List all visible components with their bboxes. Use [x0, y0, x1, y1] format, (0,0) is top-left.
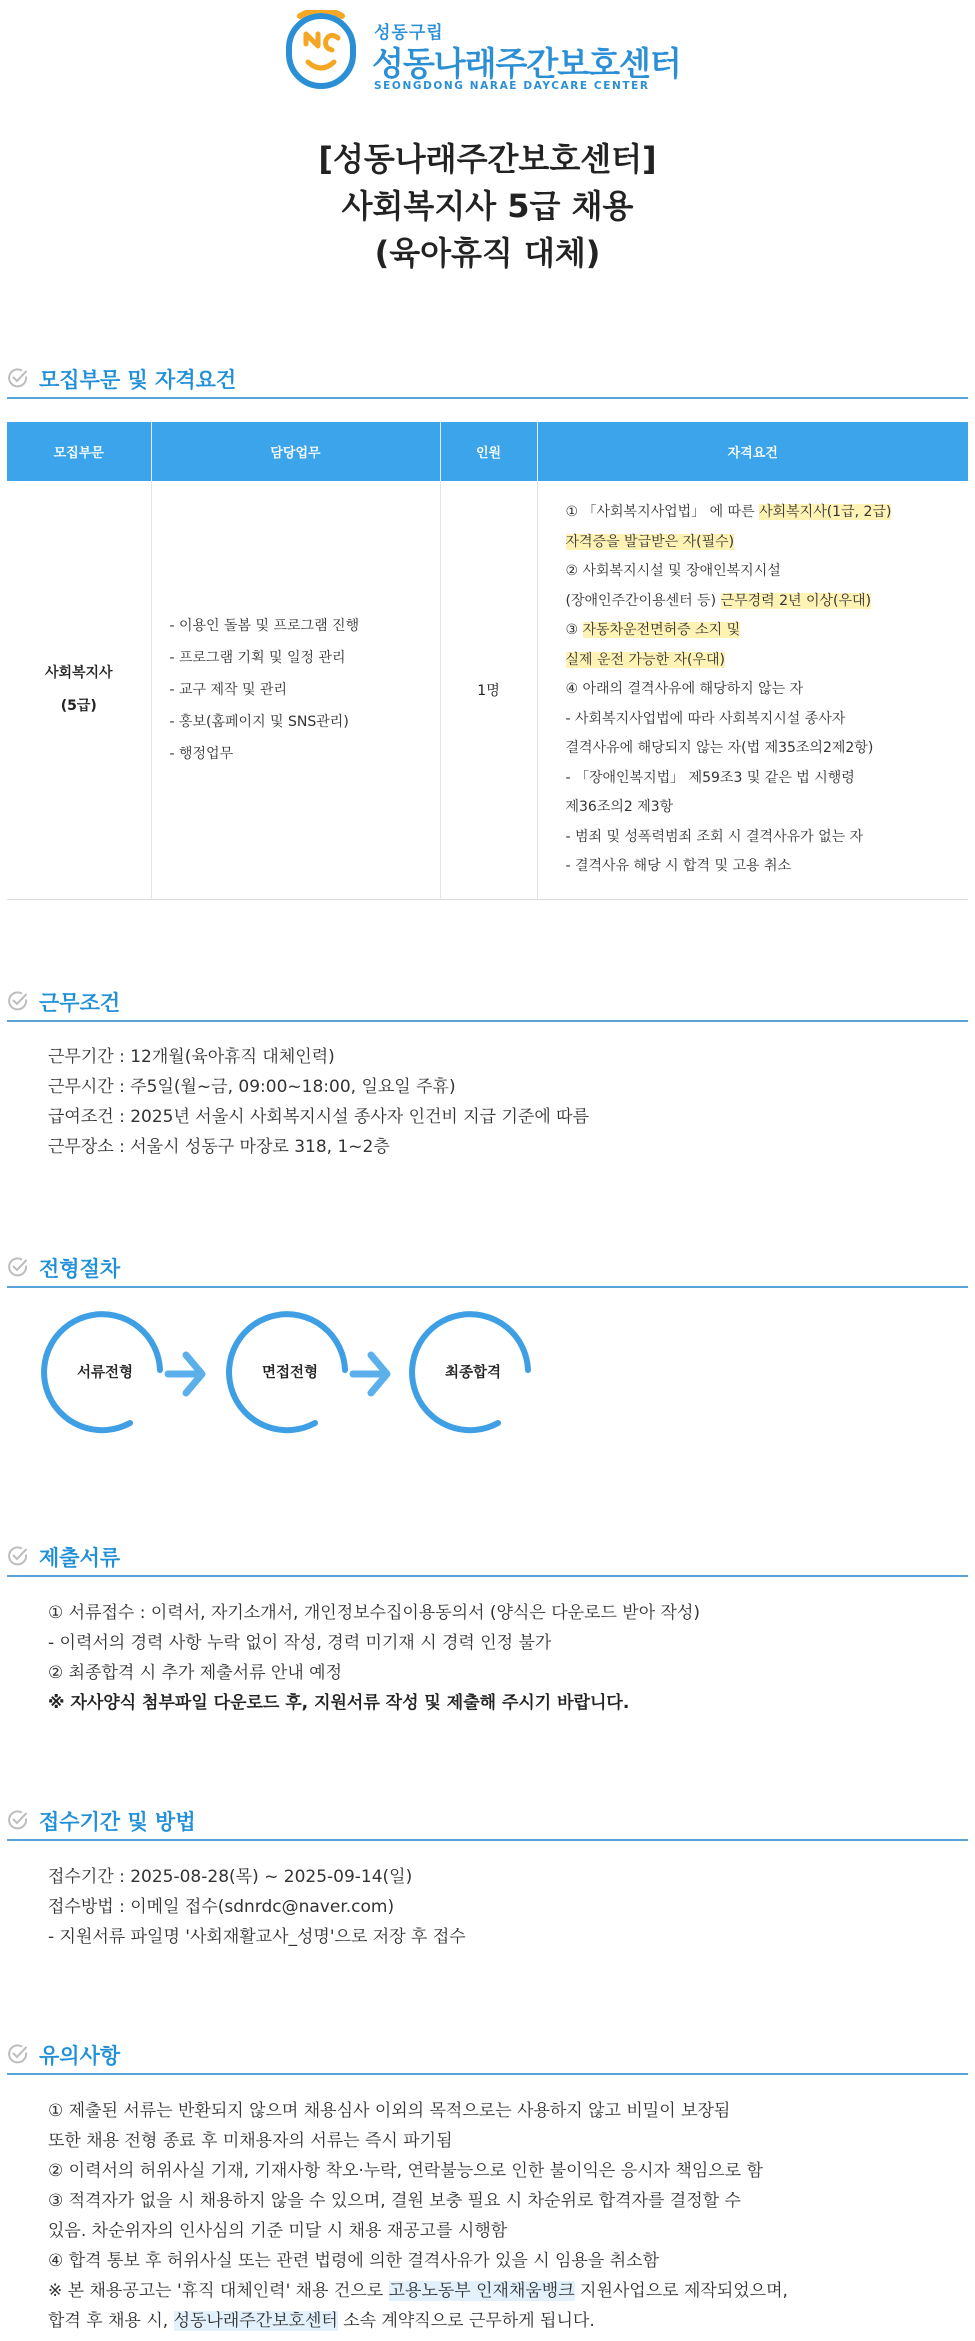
duty-item: - 프로그램 기획 및 일정 관리	[169, 650, 346, 666]
section-title: 모집부문 및 자격요건	[39, 368, 237, 392]
highlight-text: 실제 운전 가능한 자(우대)	[565, 651, 726, 668]
check-circle-icon	[7, 1256, 29, 1278]
requirement-line	[566, 646, 969, 676]
process-step	[40, 1308, 170, 1438]
document-line: - 이력서의 경력 사항 누락 없이 작성, 경력 미기재 시 경력 인정 불가	[48, 1633, 552, 1653]
section-title: 접수기간 및 방법	[39, 1810, 196, 1834]
note-line: 합격 후 채용 시, 성동나래주간보호센터 소속 계약직으로 근무하게 됩니다.	[48, 2311, 595, 2331]
requirement-line	[566, 528, 969, 558]
requirement-line: ④ 아래의 결격사유에 해당하지 않는 자	[565, 681, 804, 698]
section-header-conditions	[7, 978, 968, 1022]
requirement-line: ① 「사회복지사업법」 에 따른 사회복지사(1급, 2급)	[565, 504, 892, 521]
highlight-text: 근무경력 2년 이상(우대)	[720, 592, 872, 609]
requirement-line: - 결격사유 해당 시 합격 및 고용 취소	[565, 858, 792, 875]
requirement-line: (장애인주간이용센터 등) 근무경력 2년 이상(우대)	[565, 592, 872, 609]
section-header-period	[7, 1797, 968, 1841]
note-line: 있음. 차순위자의 인사심의 기준 미달 시 채용 재공고를 시행함	[48, 2221, 508, 2241]
section-header-notes	[7, 2031, 968, 2075]
period-line: 접수방법 : 이메일 접수(sdnrdc@naver.com)	[48, 1897, 395, 1917]
requirement-line: 제36조의2 제3항	[565, 799, 674, 816]
section-header-documents	[7, 1533, 968, 1577]
section-title: 전형절차	[39, 1257, 121, 1281]
process-step-label: 최종합격	[444, 1365, 502, 1381]
headcount-cell: 1명	[440, 481, 537, 900]
requirement-line: ③ 자동차운전면허증 소지 및	[565, 622, 741, 639]
check-circle-icon	[7, 1809, 29, 1831]
highlight-text: 사회복지사(1급, 2급)	[759, 504, 892, 521]
condition-line: 근무시간 : 주5일(월~금, 09:00~18:00, 일요일 주휴)	[48, 1077, 456, 1097]
process-step	[225, 1308, 355, 1438]
arrow-right-icon	[160, 1345, 210, 1403]
highlight-text: 고용노동부 인재채움뱅크	[388, 2281, 575, 2301]
highlight-text: 성동나래주간보호센터	[173, 2311, 338, 2331]
note-line: ④ 합격 통보 후 허위사실 또는 관련 법령에 의한 결격사유가 있을 시 임용을 취소함	[48, 2251, 659, 2271]
note-line: ② 이력서의 허위사실 기재, 기재사항 착오·누락, 연락불능으로 인한 불이익은 응시자 책임으로 함	[48, 2161, 763, 2181]
logo-center-name: 성동나래주간보호센터	[372, 44, 681, 83]
check-circle-icon	[7, 367, 29, 389]
section-title: 근무조건	[39, 991, 121, 1015]
note-line: 또한 채용 전형 종료 후 미채용자의 서류는 즉시 파기됨	[48, 2131, 453, 2151]
condition-line: 근무기간 : 12개월(육아휴직 대체인력)	[48, 1047, 335, 1067]
position-name: 사회복지사	[44, 665, 113, 681]
page-title	[0, 136, 975, 277]
document-line: ① 서류접수 : 이력서, 자기소개서, 개인정보수집이용동의서 (양식은 다운로드 받아 작성)	[48, 1603, 701, 1623]
period-block	[48, 1862, 466, 1952]
duty-item: - 홍보(홈페이지 및 SNS관리)	[169, 714, 349, 730]
highlight-text: 자동차운전면허증 소지 및	[582, 622, 741, 639]
section-header-process	[7, 1244, 968, 1288]
duty-item: - 이용인 돌봄 및 프로그램 진행	[169, 618, 360, 634]
recruit-table	[7, 422, 968, 900]
note-line: ① 제출된 서류는 반환되지 않으며 채용심사 이외의 목적으로는 사용하지 않고 비밀이 보장됨	[48, 2101, 731, 2121]
documents-block	[48, 1598, 700, 1718]
duty-item: - 행정업무	[169, 746, 234, 762]
logo-mark-icon	[286, 10, 356, 92]
position-cell	[7, 481, 151, 900]
condition-line: 근무장소 : 서울시 성동구 마장로 318, 1~2층	[48, 1137, 390, 1157]
table-header-cell: 인원	[440, 422, 537, 481]
table-header-row	[7, 422, 968, 481]
requirements-cell	[537, 481, 968, 900]
requirement-line: - 범죄 및 성폭력범죄 조회 시 결격사유가 없는 자	[565, 828, 864, 845]
requirement-line: - 「장애인복지법」 제59조3 및 같은 법 시행령	[565, 769, 855, 786]
arrow-right-icon	[345, 1345, 395, 1403]
position-grade: (5급)	[60, 698, 97, 714]
section-title: 제출서류	[39, 1546, 121, 1570]
process-step-label: 서류전형	[76, 1365, 134, 1381]
duties-cell	[151, 481, 440, 900]
period-line: - 지원서류 파일명 '사회재활교사_성명'으로 저장 후 접수	[48, 1927, 466, 1947]
note-line: ③ 적격자가 없을 시 채용하지 않을 수 있으며, 결원 보충 필요 시 차순위로 합격자를 결정할 수	[48, 2191, 741, 2211]
table-row	[7, 481, 968, 900]
title-line-type: (육아휴직 대체)	[374, 234, 601, 272]
period-line: 접수기간 : 2025-08-28(목) ~ 2025-09-14(일)	[48, 1867, 413, 1887]
section-header-recruit	[7, 355, 968, 399]
requirement-line: 결격사유에 해당되지 않는 자(법 제35조의2제2항)	[565, 740, 874, 757]
check-circle-icon	[7, 2043, 29, 2065]
center-logo	[286, 10, 706, 96]
note-line: ※ 본 채용공고는 '휴직 대체인력' 채용 건으로 고용노동부 인재채움뱅크 지원사업으로 제작되었으며,	[48, 2281, 788, 2301]
check-circle-icon	[7, 990, 29, 1012]
table-header-cell: 모집부문	[7, 422, 151, 481]
requirement-line: ② 사회복지시설 및 장애인복지시설	[565, 563, 781, 580]
title-line-position: 사회복지사 5급 채용	[341, 187, 634, 225]
check-circle-icon	[7, 1545, 29, 1567]
title-line-center: [성동나래주간보호센터]	[318, 140, 657, 178]
requirement-line: - 사회복지사업법에 따라 사회복지시설 종사자	[565, 710, 846, 727]
table-header-cell: 담당업무	[151, 422, 440, 481]
conditions-block	[48, 1042, 589, 1162]
condition-line: 급여조건 : 2025년 서울시 사회복지시설 종사자 인건비 지급 기준에 따름	[48, 1107, 590, 1127]
table-header-cell: 자격요건	[537, 422, 968, 481]
logo-district-text: 성동구립	[374, 23, 444, 43]
process-step	[408, 1308, 538, 1438]
duty-item: - 교구 제작 및 관리	[169, 682, 288, 698]
document-notice: ※ 자사양식 첨부파일 다운로드 후, 지원서류 작성 및 제출해 주시기 바랍니다.	[48, 1693, 630, 1713]
section-title: 유의사항	[39, 2044, 121, 2068]
process-step-label: 면접전형	[261, 1365, 319, 1381]
logo-english-name: SEONGDONG NARAE DAYCARE CENTER	[374, 80, 650, 92]
document-line: ② 최종합격 시 추가 제출서류 안내 예정	[48, 1663, 342, 1683]
highlight-text: 자격증을 발급받은 자(필수)	[565, 533, 735, 550]
notes-block	[48, 2096, 788, 2336]
